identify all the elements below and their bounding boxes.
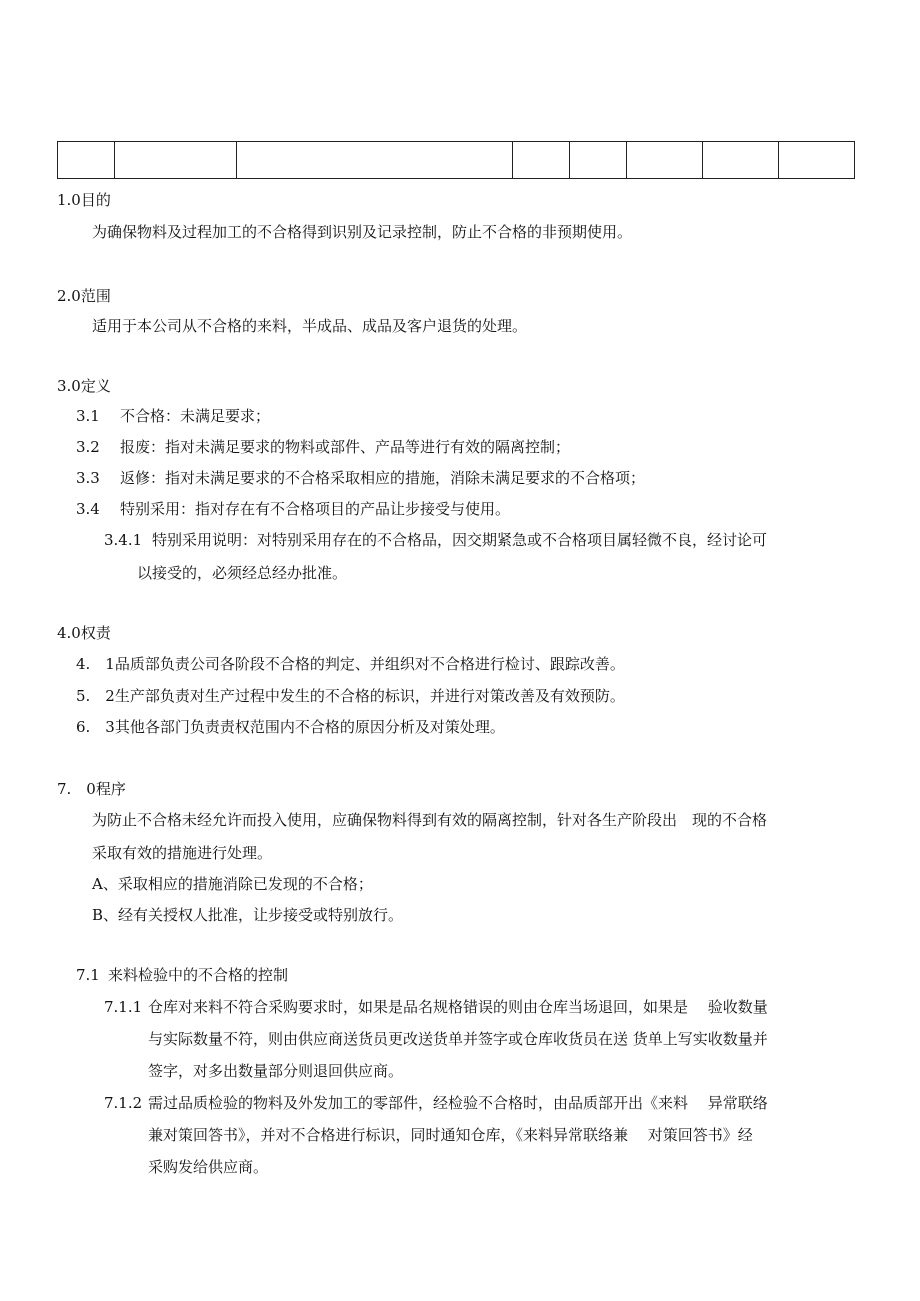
definition-text: 特别采用：指对存在有不合格项目的产品让步接受与使用。	[120, 500, 511, 518]
procedure-item	[104, 997, 768, 1017]
definition-text: 报废：指对未满足要求的物料或部件、产品等进行有效的隔离控制；	[120, 438, 571, 456]
procedure-item-line2: 兼对策回答书》，并对不合格进行标识，同时通知仓库，《来料异常联络兼 对策回答书》经	[148, 1126, 753, 1144]
header-cell	[570, 142, 627, 179]
scope-body: 适用于本公司从不合格的来料，半成品、成品及客户退货的处理。	[92, 317, 528, 335]
procedure-intro-line1: 为防止不合格未经允许而投入使用，应确保物料得到有效的隔离控制，针对各生产阶段出 现的不合格	[92, 811, 768, 829]
definition-item	[76, 468, 645, 488]
procedure-item-line1: 需过品质检验的物料及外发加工的零部件，经检验不合格时，由品质部开出《来料 异常联络	[148, 1094, 768, 1112]
procedure-option-b: B、经有关授权人批准，让步接受或特别放行。	[92, 906, 404, 924]
purpose-heading: 1.0目的	[57, 191, 111, 209]
definition-number: 3.3	[76, 469, 100, 487]
procedure-item-line3: 签字，对多出数量部分则退回供应商。	[148, 1062, 404, 1080]
procedure-intro-line2: 采取有效的措施进行处理。	[92, 844, 273, 862]
procedure-heading: 7. 0程序	[57, 780, 126, 798]
procedure-item-number: 7.1.2	[104, 1094, 143, 1112]
header-cell	[513, 142, 570, 179]
definition-item	[76, 406, 270, 426]
header-cell	[115, 142, 237, 179]
procedure-item-line1: 仓库对来料不符合采购要求时，如果是品名规格错误的则由仓库当场退回，如果是 验收数量	[148, 998, 768, 1016]
definition-number: 3.2	[76, 438, 100, 456]
header-cell	[627, 142, 703, 179]
definition-number: 3.4	[76, 500, 100, 518]
header-cell	[237, 142, 513, 179]
procedure-subheading-text: 来料检验中的不合格的控制	[108, 966, 289, 984]
responsibilities-heading: 4.0权责	[57, 624, 111, 642]
procedure-item	[104, 1093, 768, 1113]
purpose-body: 为确保物料及过程加工的不合格得到识别及记录控制，防止不合格的非预期使用。	[92, 223, 633, 241]
procedure-subheading-number: 7.1	[76, 966, 100, 984]
header-cell	[779, 142, 855, 179]
definition-item	[76, 499, 510, 519]
responsibility-item: 6. 3其他各部门负责责权范围内不合格的原因分析及对策处理。	[76, 718, 505, 736]
definition-subitem	[104, 530, 767, 550]
definition-sub-number: 3.4.1	[104, 531, 143, 549]
definition-number: 3.1	[76, 407, 100, 425]
document-header-table	[57, 141, 855, 179]
procedure-item-line2: 与实际数量不符，则由供应商送货员更改送货单并签字或仓库收货员在送 货单上写实收数量并	[148, 1030, 768, 1048]
definition-sub-text-line2: 以接受的，必须经总经办批准。	[137, 564, 348, 582]
procedure-subheading	[76, 965, 288, 985]
header-cell	[58, 142, 115, 179]
header-cell	[703, 142, 779, 179]
definition-text: 不合格：未满足要求；	[120, 407, 271, 425]
scope-heading: 2.0范围	[57, 287, 111, 305]
procedure-option-a: A、采取相应的措施消除已发现的不合格；	[92, 875, 373, 893]
responsibility-item: 5. 2生产部负责对生产过程中发生的不合格的标识，并进行对策改善及有效预防。	[76, 687, 625, 705]
responsibility-item: 4. 1品质部负责公司各阶段不合格的判定、并组织对不合格进行检讨、跟踪改善。	[76, 655, 625, 673]
definition-sub-text-line1: 特别采用说明：对特别采用存在的不合格品，因交期紧急或不合格项目属轻微不良，经讨论可	[152, 531, 768, 549]
definition-item	[76, 437, 570, 457]
definitions-heading: 3.0定义	[57, 377, 111, 395]
procedure-item-line3: 采购发给供应商。	[148, 1158, 269, 1176]
procedure-item-number: 7.1.1	[104, 998, 143, 1016]
definition-text: 返修：指对未满足要求的不合格采取相应的措施，消除未满足要求的不合格项；	[120, 469, 646, 487]
